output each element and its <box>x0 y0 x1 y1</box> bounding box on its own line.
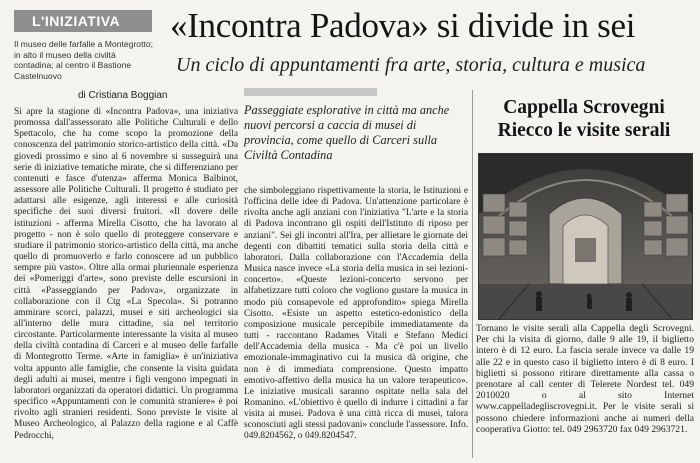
chapel-interior-image <box>479 154 692 319</box>
column-divider <box>472 90 473 458</box>
article-column-1: Si apre la stagione di «Incontra Padova», una iniziativa promossa dall'assessorato alle Politiche Culturali e dello Spettacolo, che ha come scopo la promozione della conoscenza del patrimonio storico-artistico della città. «Da giovedì prossimo e sino al 6 novembre si susseguirà una serie di iniziative tematiche mirate, che si differenziano per contenuti e fasce d'utenza» afferma Monica Balbinot, assessore alle Politiche Culturali. Il progetto è studiato per adattarsi alle esigenze, agli interessi e alle curiosità specifiche dei suoi diversi fruitori. «Il dovere delle istituzioni - afferma Mirella Cisotto, che ha lavorato al progetto - non è solo quello di proteggere conservare e studiare il patrimonio storico-artistico della città, ma anche quello di promuoverlo e farlo conoscere ad un pubblico sempre più vasto». Oltre alla ormai pluriennale esperienza dei «Pomeriggi d'arte», sono previste delle escursioni in città «Passeggiando per Padova», organizzate in collaborazione con il Ctg «La Specola». Si potranno ammirare scorci, palazzi, musei e siti archeologici sia all'interno delle mura cittadine, sia nel territorio circostante. Particolarmente interessante la visita al museo della civiltà contadina di Carceri e al museo delle farfalle di Montegrotto Terme. «Arte in famiglia» è un'iniziativa volta appunto alle famiglie, che consente la visita guidata degli adulti ai musei, mentre i figli vengono impegnati in laboratori organizzati da operatori didattici. Un programma specifico «Appuntamenti con le comunità straniere» è poi rivolto agli stranieri residenti. Sono previste le visite al Museo Archeologico, al Palazzo della ragione e al Caffè Pedrocchi, <box>14 107 238 441</box>
sidebar-body: Tornano le visite serali alla Cappella degli Scrovegni. Per chi la visita di giorno, dalle 9 alle 19, il biglietto intero è di 12 euro. La fascia serale invece va dalle 19 alle 22 e in questo caso il biglietto intero è di 8 euro. I biglietti si possono ritirare direttamente alla cassa o prenotare al call center di Telerete Nordest tel. 049 2010020 o al sito Internet www.cappelladegliscrovegni.it. Per le visite serali si possono chiedere informazioni anche ai numeri della cooperativa Giotto: tel. 049 2963720 fax 049 2963721. <box>476 323 694 435</box>
section-tag: L'INIZIATIVA <box>14 10 152 32</box>
byline: di Cristiana Boggian <box>78 90 168 101</box>
headline: «Incontra Padova» si divide in sei <box>170 6 636 45</box>
pull-quote: Passeggiate esplorative in città ma anche nuovi percorsi a caccia di musei di provincia, come quello di Carceri sulla Civiltà Contadina <box>244 103 450 162</box>
chapel-photo <box>478 153 693 320</box>
subheadline: Un ciclo di appuntamenti fra arte, storia, cultura e musica <box>176 54 646 76</box>
article-column-2: che simboleggiano rispettivamente la storia, le Istituzioni e l'officina delle idee di Padova. Un'attenzione particolare è rivolta anche agli anziani con l'iniziativa "L'arte e la storia di Padova incontrano gli ospiti dell'Istituto di riposo per anziani". Sei gli incontri all'Ira, per allietare le giornate dei degenti con dibattiti tematici sulla storia della città e laboratori. Dalla collaborazione con l'Accademia della Musica nasce invece «La storia della musica in sei lezioni-concerto». «Queste lezioni-concerto servono per alfabetizzare tutti coloro che vogliono gustare la musica in modo più consapevole ed approfondito» spiega Mirella Cisotto. «Esiste un aspetto estetico-edonistico della composizione musicale percepibile immediatamente da tutti - raccontano Radames Vitali e Stefano Medici dell'Accademia della musica - Ma c'è poi un livello emozionale-immaginativo cui la musica dà origine, che non è di immediata comprensione. Questo impatto emotivo-affettivo della musica ha un valore terapeutico». Le iniziative musicali saranno ospitate nella sala del Romanino. «L'obiettivo è quello di indurre i cittadini a far visita ai musei. Padova è una città ricca di musei, talora sconosciuti agli stessi padovani» conclude l'assessore. Info. 049.8204562, o 049.8204547. <box>244 186 468 442</box>
photo-caption: Il museo delle farfalle a Montegrotto; in alto il museo della civiltà contadina; al centro il Bastione Castelnuovo <box>14 39 154 81</box>
sidebar-title-line-1: Cappella Scrovegni <box>503 97 665 118</box>
sidebar-title-line-2: Riecco le visite serali <box>497 120 671 141</box>
decorative-bar <box>244 88 377 96</box>
sidebar-title <box>474 96 694 142</box>
